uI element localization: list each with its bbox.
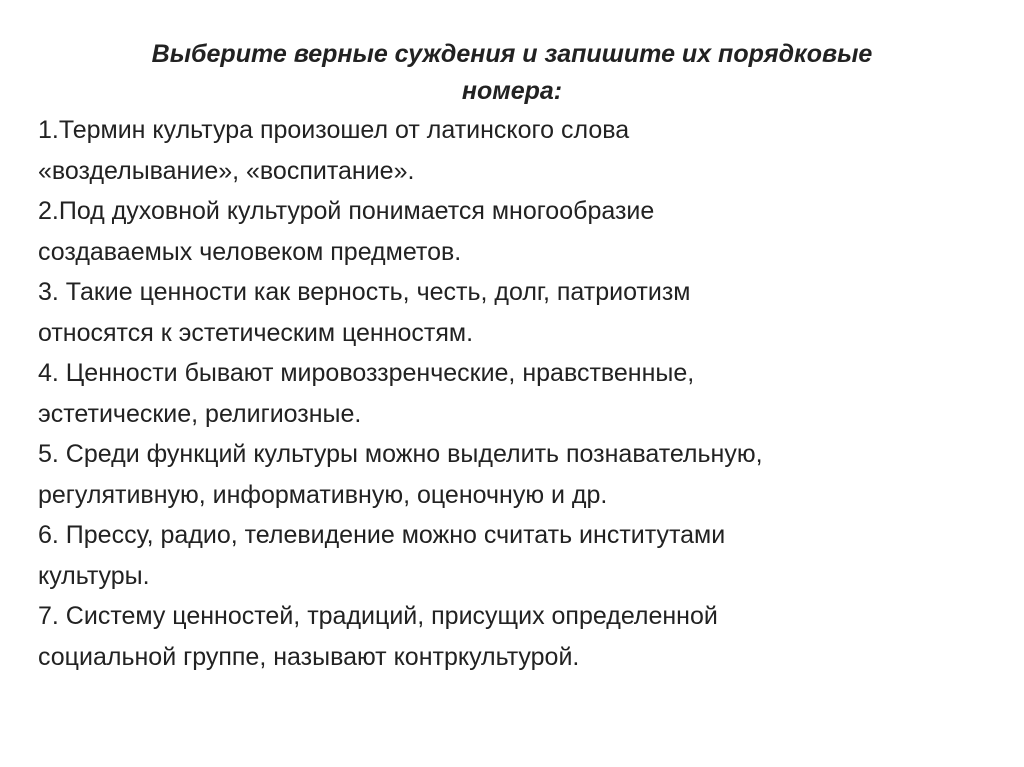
statement-7 xyxy=(38,596,998,677)
statement-6 xyxy=(38,515,998,596)
statement-text-line: эстетические, религиозные. xyxy=(38,399,362,428)
statement-text-line: 6. Прессу, радио, телевидение можно считать институтами xyxy=(38,521,726,549)
statement-text-line: регулятивную, информативную, оценочную и др. xyxy=(38,480,608,509)
title-line: номера: xyxy=(461,77,563,105)
statement-text-line: «возделывание», «воспитание». xyxy=(38,156,415,185)
slide-title xyxy=(40,36,984,110)
statement-text-line: 2.Под духовной культурой понимается многообразие xyxy=(38,197,655,225)
statement-text-line: социальной группе, называют контркультурой. xyxy=(38,642,580,671)
statement-text-line: 3. Такие ценности как верность, честь, долг, патриотизм xyxy=(38,278,691,306)
statement-text-line: создаваемых человеком предметов. xyxy=(38,237,462,266)
statement-text-line: 4. Ценности бывают мировоззренческие, нравственные, xyxy=(38,359,695,387)
statement-3 xyxy=(38,272,998,353)
title-line: Выберите верные суждения и запишите их порядковые xyxy=(151,40,873,68)
statement-text-line: культуры. xyxy=(38,561,150,590)
statement-1 xyxy=(38,110,998,191)
statement-5 xyxy=(38,434,998,515)
statement-list xyxy=(38,110,998,677)
statement-text-line: относятся к эстетическим ценностям. xyxy=(38,318,474,347)
statement-text-line: 7. Систему ценностей, традиций, присущих определенной xyxy=(38,602,718,630)
statement-4 xyxy=(38,353,998,434)
statement-text-line: 1.Термин культура произошел от латинского слова xyxy=(38,116,630,144)
statement-2 xyxy=(38,191,998,272)
statement-text-line: 5. Среди функций культуры можно выделить познавательную, xyxy=(38,440,763,468)
